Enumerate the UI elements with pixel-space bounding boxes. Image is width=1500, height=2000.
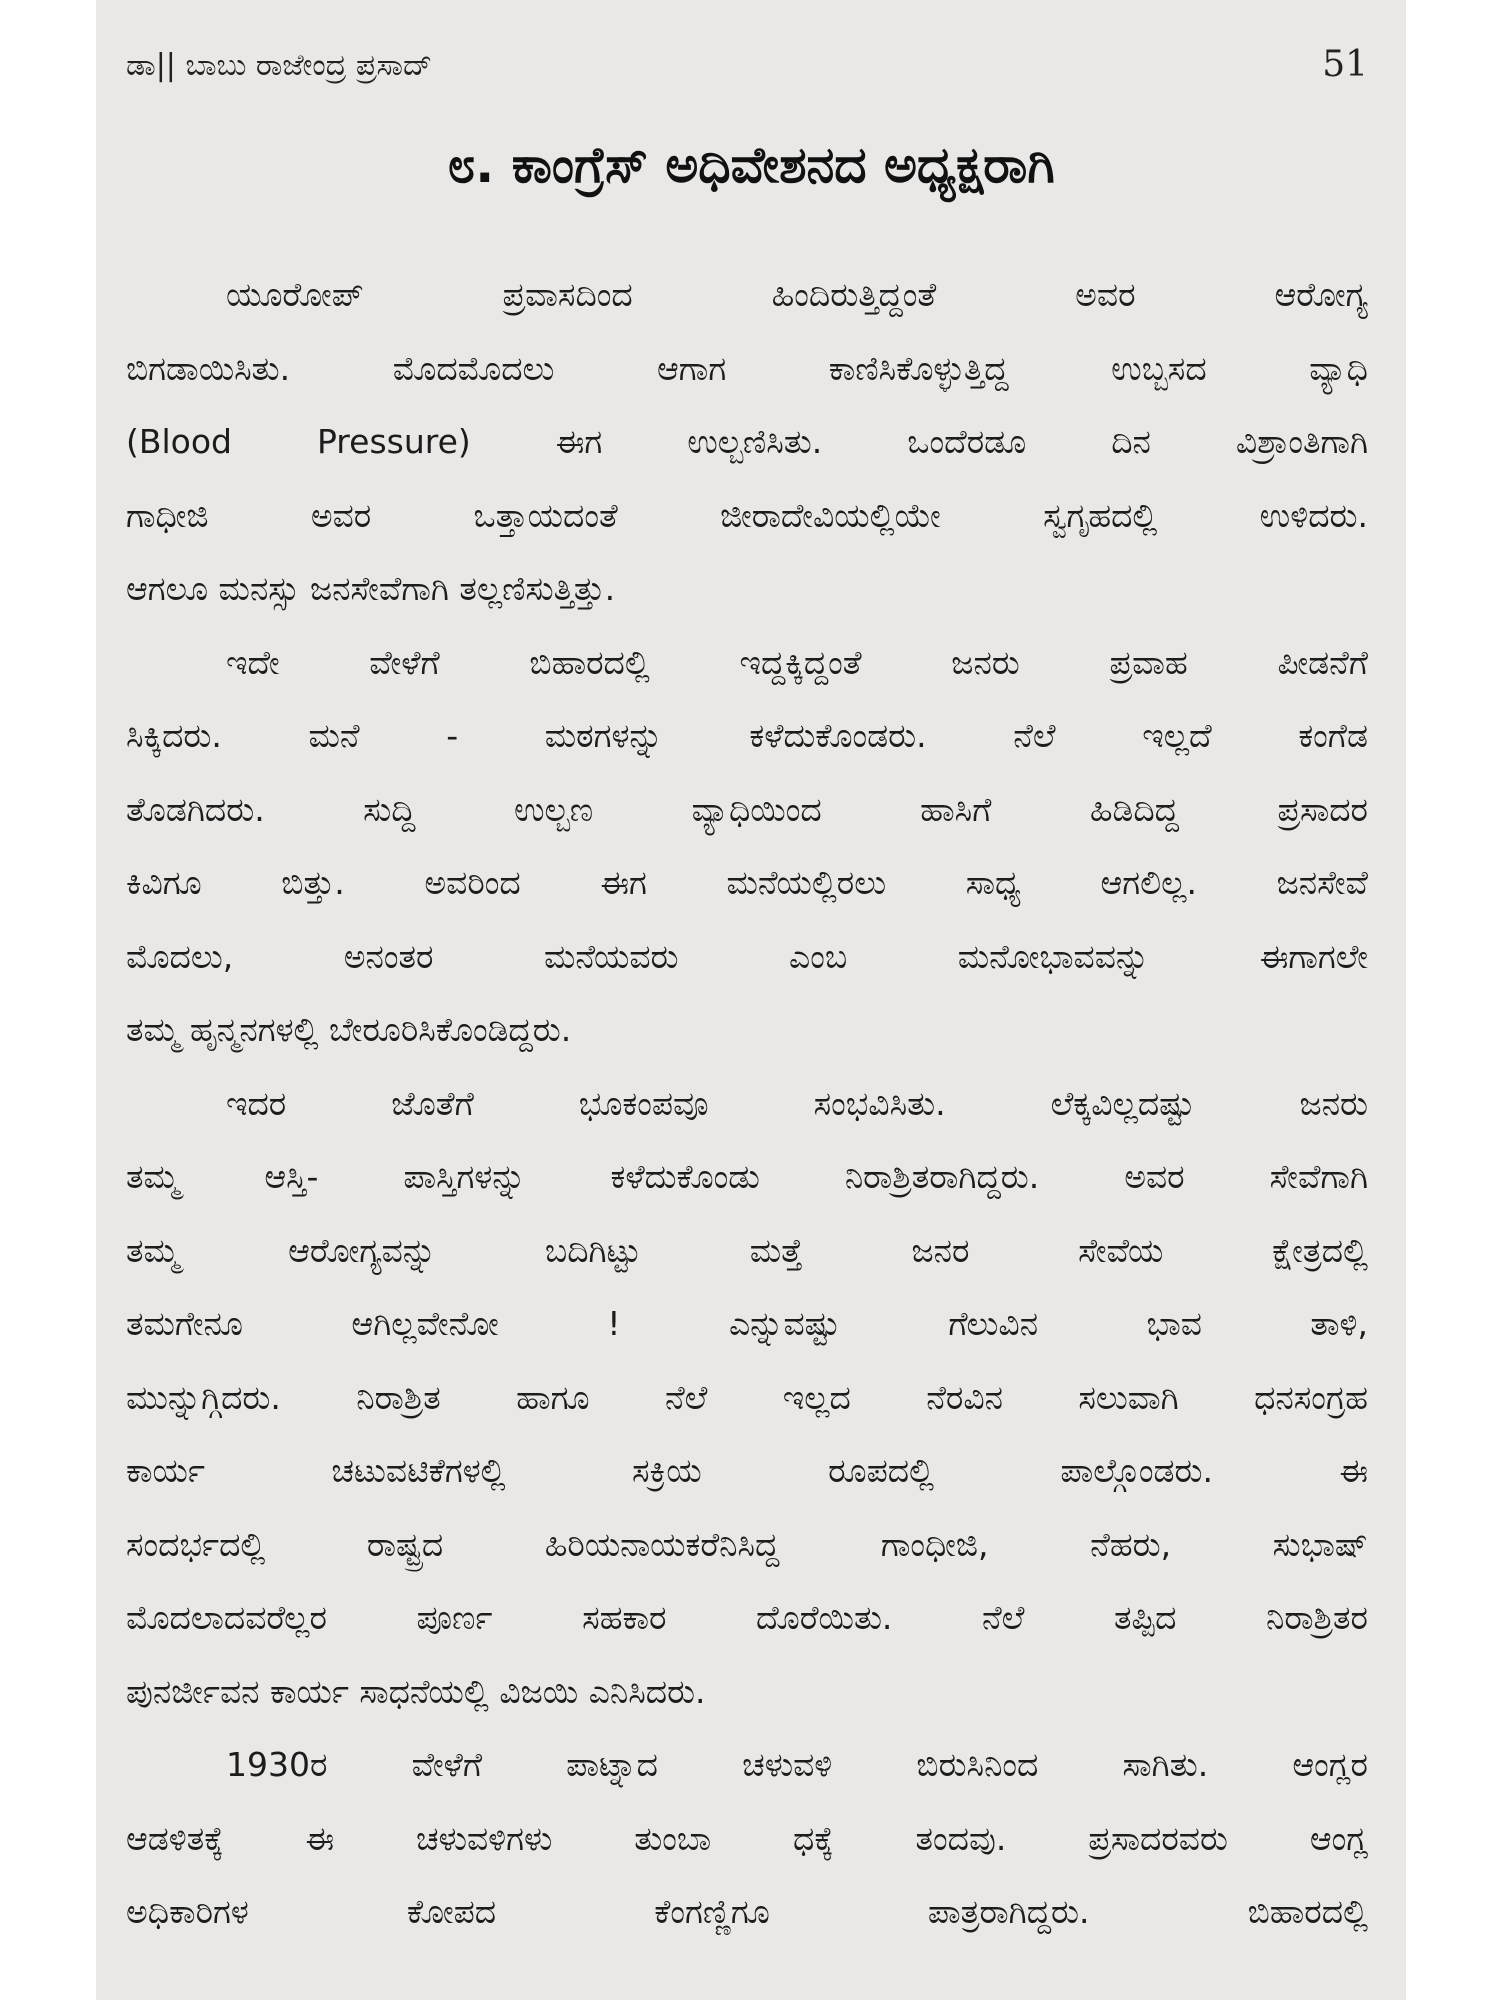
text-line: 1930ರ ವೇಳೆಗೆ ಪಾಟ್ನಾದ ಚಳುವಳಿ ಬಿರುಸಿನಿಂದ ಸಾಗಿತು. ಆಂಗ್ಲರ	[226, 1745, 1368, 1784]
text-line: (Blood Pressure) ಈಗ ಉಲ್ಬಣಿಸಿತು. ಒಂದೆರಡೂ ದಿನ ವಿಶ್ರಾಂತಿಗಾಗಿ	[126, 422, 1368, 461]
text-line: ಪುನರ್ಜೀವನ ಕಾರ್ಯ ಸಾಧನೆಯಲ್ಲಿ ವಿಜಯಿ ಎನಿಸಿದರು.	[126, 1671, 706, 1711]
text-line: ಕಾರ್ಯ ಚಟುವಟಿಕೆಗಳಲ್ಲಿ ಸಕ್ರಿಯ ರೂಪದಲ್ಲಿ ಪಾಲ್ಗೊಂಡರು. ಈ	[126, 1451, 1368, 1490]
text-line: ತಮ್ಮ ಆರೋಗ್ಯವನ್ನು ಬದಿಗಿಟ್ಟು ಮತ್ತೆ ಜನರ ಸೇವೆಯ ಕ್ಷೇತ್ರದಲ್ಲಿ	[126, 1230, 1368, 1270]
chapter-title: ೮. ಕಾಂಗ್ರೆಸ್ ಅಧಿವೇಶನದ ಅಧ್ಯಕ್ಷರಾಗಿ	[447, 136, 1055, 194]
text-line: ತಮ್ಮ ಹೃನ್ಮನಗಳಲ್ಲಿ ಬೇರೂರಿಸಿಕೊಂಡಿದ್ದರು.	[126, 1010, 572, 1049]
text-line: ತಮ್ಮ ಆಸ್ತಿ- ಪಾಸ್ತಿಗಳನ್ನು ಕಳೆದುಕೊಂಡು ನಿರಾಶ್ರಿತರಾಗಿದ್ದರು. ಅವರ ಸೇವೆಗಾಗಿ	[126, 1157, 1368, 1196]
text-line: ಬಿಗಡಾಯಿಸಿತು. ಮೊದಮೊದಲು ಆಗಾಗ ಕಾಣಿಸಿಕೊಳ್ಳುತ್ತಿದ್ದ ಉಬ್ಬಸದ ವ್ಯಾಧಿ	[126, 348, 1368, 388]
text-line: ಇದರ ಜೊತೆಗೆ ಭೂಕಂಪವೂ ಸಂಭವಿಸಿತು. ಲೆಕ್ಕವಿಲ್ಲದಷ್ಟು ಜನರು	[226, 1083, 1368, 1123]
text-line: ಯೂರೋಪ್ ಪ್ರವಾಸದಿಂದ ಹಿಂದಿರುತ್ತಿದ್ದಂತೆ ಅವರ ಆರೋಗ್ಯ	[226, 275, 1368, 314]
text-line: ಮೊದಲಾದವರೆಲ್ಲರ ಪೂರ್ಣ ಸಹಕಾರ ದೊರೆಯಿತು. ನೆಲೆ ತಪ್ಪಿದ ನಿರಾಶ್ರಿತರ	[126, 1598, 1368, 1637]
running-header	[126, 40, 1368, 96]
book-page	[96, 0, 1406, 2000]
text-line: ಗಾಧೀಜಿ ಅವರ ಒತ್ತಾಯದಂತೆ ಜೀರಾದೇವಿಯಲ್ಲಿಯೇ ಸ್ವಗೃಹದಲ್ಲಿ ಉಳಿದರು.	[126, 495, 1368, 535]
text-line: ಸಂದರ್ಭದಲ್ಲಿ ರಾಷ್ಟ್ರದ ಹಿರಿಯನಾಯಕರೆನಿಸಿದ್ದ ಗಾಂಧೀಜಿ, ನೆಹರು, ಸುಭಾಷ್	[126, 1524, 1368, 1564]
text-line: ಸಿಕ್ಕಿದರು. ಮನೆ - ಮಠಗಳನ್ನು ಕಳೆದುಕೊಂಡರು. ನೆಲೆ ಇಲ್ಲದೆ ಕಂಗೆಡ	[126, 716, 1368, 755]
page-number: 51	[1322, 44, 1368, 85]
text-line: ಆಡಳಿತಕ್ಕೆ ಈ ಚಳುವಳಿಗಳು ತುಂಬಾ ಧಕ್ಕೆ ತಂದವು. ಪ್ರಸಾದರವರು ಆಂಗ್ಲ	[126, 1818, 1368, 1858]
running-title: ಡಾ|| ಬಾಬು ರಾಜೇಂದ್ರ ಪ್ರಸಾದ್	[126, 48, 433, 83]
text-line: ತಮಗೇನೂ ಆಗಿಲ್ಲವೇನೋ ! ಎನ್ನುವಷ್ಟು ಗೆಲುವಿನ ಭಾವ ತಾಳಿ,	[126, 1304, 1368, 1343]
body-text	[126, 258, 1368, 1949]
text-line: ತೊಡಗಿದರು. ಸುದ್ದಿ ಉಲ್ಬಣ ವ್ಯಾಧಿಯಿಂದ ಹಾಸಿಗೆ ಹಿಡಿದಿದ್ದ ಪ್ರಸಾದರ	[126, 789, 1368, 829]
text-line: ಮೊದಲು, ಅನಂತರ ಮನೆಯವರು ಎಂಬ ಮನೋಭಾವವನ್ನು ಈಗಾಗಲೇ	[126, 936, 1368, 976]
text-line: ಇದೇ ವೇಳೆಗೆ ಬಿಹಾರದಲ್ಲಿ ಇದ್ದಕ್ಕಿದ್ದಂತೆ ಜನರು ಪ್ರವಾಹ ಪೀಡನೆಗೆ	[226, 642, 1368, 682]
text-line: ಆಗಲೂ ಮನಸ್ಸು ಜನಸೇವೆಗಾಗಿ ತಲ್ಲಣಿಸುತ್ತಿತ್ತು.	[126, 569, 616, 608]
text-line: ಮುನ್ನುಗ್ಗಿದರು. ನಿರಾಶ್ರಿತ ಹಾಗೂ ನೆಲೆ ಇಲ್ಲದ ನೆರವಿನ ಸಲುವಾಗಿ ಧನಸಂಗ್ರಹ	[126, 1377, 1368, 1417]
text-line: ಕಿವಿಗೂ ಬಿತ್ತು. ಅವರಿಂದ ಈಗ ಮನೆಯಲ್ಲಿರಲು ಸಾಧ್ಯ ಆಗಲಿಲ್ಲ. ಜನಸೇವೆ	[126, 863, 1368, 902]
text-line: ಅಧಿಕಾರಿಗಳ ಕೋಪದ ಕೆಂಗಣ್ಣಿಗೂ ಪಾತ್ರರಾಗಿದ್ದರು. ಬಿಹಾರದಲ್ಲಿ	[126, 1892, 1368, 1931]
